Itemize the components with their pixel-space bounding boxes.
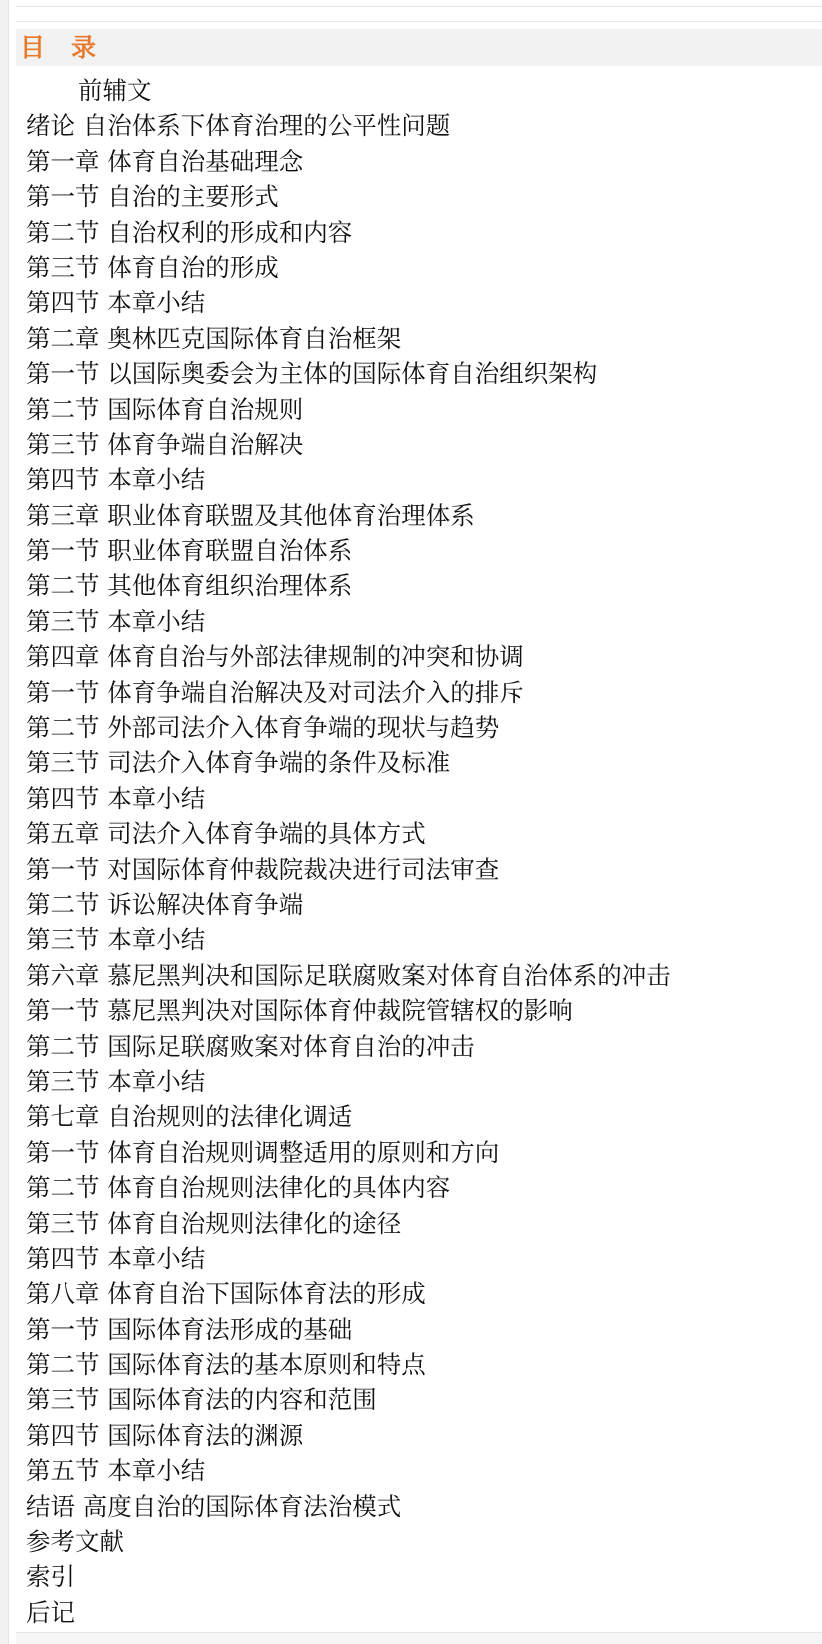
toc-item-section[interactable]: 第二节 自治权利的形成和内容 xyxy=(26,217,353,247)
toc-item-section[interactable]: 第三节 体育自治的形成 xyxy=(26,252,279,282)
toc-item-chapter-3[interactable]: 第三章 职业体育联盟及其他体育治理体系 xyxy=(26,500,475,530)
toc-item-section[interactable]: 第三节 体育争端自治解决 xyxy=(26,429,304,459)
toc-item-section[interactable]: 第三节 国际体育法的内容和范围 xyxy=(26,1385,377,1415)
toc-item-section[interactable]: 第二节 国际足联腐败案对体育自治的冲击 xyxy=(26,1031,475,1061)
toc-item-conclusion[interactable]: 结语 高度自治的国际体育法治模式 xyxy=(26,1491,402,1521)
toc-item-section[interactable]: 第一节 体育争端自治解决及对司法介入的排斥 xyxy=(26,677,524,707)
toc-item-chapter-6[interactable]: 第六章 慕尼黑判决和国际足联腐败案对体育自治体系的冲击 xyxy=(26,960,671,990)
toc-item-chapter-5[interactable]: 第五章 司法介入体育争端的具体方式 xyxy=(26,819,426,849)
toc-item-section[interactable]: 第三节 本章小结 xyxy=(26,606,206,636)
toc-item-section[interactable]: 第四节 本章小结 xyxy=(26,783,206,813)
toc-item-section[interactable]: 第四节 国际体育法的渊源 xyxy=(26,1420,304,1450)
toc-item-section[interactable]: 第一节 国际体育法形成的基础 xyxy=(26,1314,353,1344)
toc-item-section[interactable]: 第三节 本章小结 xyxy=(26,925,206,955)
toc-item-introduction[interactable]: 绪论 自治体系下体育治理的公平性问题 xyxy=(26,111,451,141)
toc-item-section[interactable]: 第一节 以国际奥委会为主体的国际体育自治组织架构 xyxy=(26,359,598,389)
toc-item-section[interactable]: 第三节 本章小结 xyxy=(26,1066,206,1096)
toc-item-section[interactable]: 第五节 本章小结 xyxy=(26,1456,206,1486)
toc-item-section[interactable]: 第二节 国际体育自治规则 xyxy=(26,394,304,424)
toc-title: 目录 xyxy=(20,33,123,62)
bottom-divider xyxy=(16,1632,822,1644)
toc-item-section[interactable]: 第一节 慕尼黑判决对国际体育仲裁院管辖权的影响 xyxy=(26,996,573,1026)
toc-item-section[interactable]: 第三节 司法介入体育争端的条件及标准 xyxy=(26,748,451,778)
toc-item-index[interactable]: 索引 xyxy=(26,1562,75,1592)
toc-item-section[interactable]: 第二节 国际体育法的基本原则和特点 xyxy=(26,1350,426,1380)
toc-item-chapter-7[interactable]: 第七章 自治规则的法律化调适 xyxy=(26,1102,353,1132)
toc-header xyxy=(16,29,822,66)
toc-item-afterword[interactable]: 后记 xyxy=(26,1597,75,1627)
toc-item-section[interactable]: 第一节 自治的主要形式 xyxy=(26,182,279,212)
top-divider xyxy=(16,6,822,22)
toc-item-section[interactable]: 第三节 体育自治规则法律化的途径 xyxy=(26,1208,402,1238)
toc-item-section[interactable]: 第一节 对国际体育仲裁院裁决进行司法审查 xyxy=(26,854,500,884)
toc-list xyxy=(26,73,671,1630)
toc-item-chapter-2[interactable]: 第二章 奥林匹克国际体育自治框架 xyxy=(26,323,402,353)
toc-item-section[interactable]: 第二节 其他体育组织治理体系 xyxy=(26,571,353,601)
toc-item-section[interactable]: 第四节 本章小结 xyxy=(26,288,206,318)
toc-item-chapter-4[interactable]: 第四章 体育自治与外部法律规制的冲突和协调 xyxy=(26,642,524,672)
toc-item-front-matter[interactable]: 前辅文 xyxy=(78,76,152,105)
toc-item-section[interactable]: 第二节 外部司法介入体育争端的现状与趋势 xyxy=(26,713,500,743)
toc-item-section[interactable]: 第四节 本章小结 xyxy=(26,465,206,495)
toc-item-section[interactable]: 第二节 体育自治规则法律化的具体内容 xyxy=(26,1173,451,1203)
toc-item-chapter-8[interactable]: 第八章 体育自治下国际体育法的形成 xyxy=(26,1279,426,1309)
toc-item-section[interactable]: 第一节 职业体育联盟自治体系 xyxy=(26,536,353,566)
toc-item-section[interactable]: 第二节 诉讼解决体育争端 xyxy=(26,889,304,919)
toc-item-chapter-1[interactable]: 第一章 体育自治基础理念 xyxy=(26,146,304,176)
toc-item-references[interactable]: 参考文献 xyxy=(26,1527,124,1557)
toc-item-section[interactable]: 第四节 本章小结 xyxy=(26,1243,206,1273)
left-margin-bar xyxy=(0,0,9,1644)
toc-item-section[interactable]: 第一节 体育自治规则调整适用的原则和方向 xyxy=(26,1137,500,1167)
